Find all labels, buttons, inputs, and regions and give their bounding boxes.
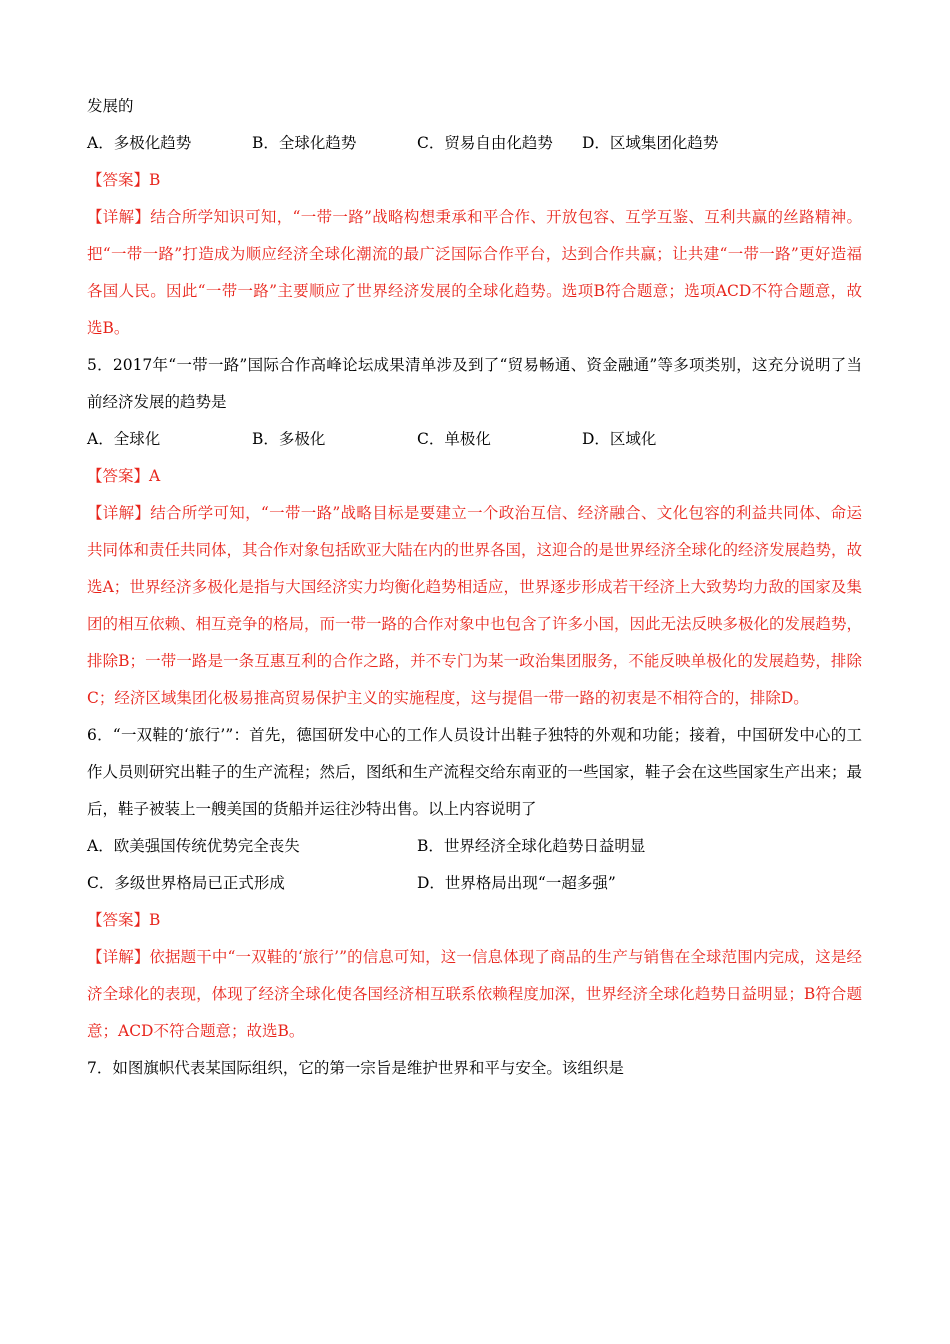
q4-detail — [87, 199, 862, 347]
q4-option-b: B．全球化趋势 — [252, 134, 357, 152]
q6-options-row1 — [87, 828, 862, 865]
q5-option-d: D．区域化 — [582, 430, 657, 448]
q4-detail-text: 结合所学知识可知，“一带一路”战略构想秉承和平合作、开放包容、互学互鉴、互利共赢的丝路精神。把“一带一路”打造成为顺应经济全球化潮流的最广泛国际合作平台，达到合作共赢；让共建“一带一路”更好造福各国人民。因此“一带一路”主要顺应了世界经济发展的全球化趋势。选项B符合题意；选项ACD不符合题意，故选B。 — [87, 208, 862, 337]
q6-option-b: B．世界经济全球化趋势日益明显 — [417, 837, 646, 855]
document-page — [87, 88, 862, 1087]
q4-detail-tag: 【详解】 — [87, 208, 151, 226]
q6-option-d: D．世界格局出现“一超多强” — [417, 874, 616, 892]
q5-detail-text: 结合所学可知，“一带一路”战略目标是要建立一个政治互信、经济融合、文化包容的利益共同体、命运共同体和责任共同体，其合作对象包括欧亚大陆在内的世界各国，这迎合的是世界经济全球化的经济发展趋势，故选A；世界经济多极化是指与大国经济实力均衡化趋势相适应，世界逐步形成若干经济上大致势均力敌的国家及集团的相互依赖、相互竞争的格局，而一带一路的合作对象中也包含了许多小国，因此无法反映多极化的发展趋势，排除B；一带一路是一条互惠互利的合作之路，并不专门为某一政治集团服务，不能反映单极化的发展趋势，排除C；经济区域集团化极易推高贸易保护主义的实施程度，这与提倡一带一路的初衷是不相符合的，排除D。 — [87, 504, 863, 707]
q6-detail — [87, 939, 862, 1050]
q6-options-row2 — [87, 865, 862, 902]
q4-options — [87, 125, 862, 162]
q5-stem: 5．2017年“一带一路”国际合作高峰论坛成果清单涉及到了“贸易畅通、资金融通”等多项类别，这充分说明了当前经济发展的趋势是 — [87, 356, 862, 411]
q5-detail — [87, 495, 862, 717]
q6-detail-text: 依据题干中“一双鞋的‘旅行’”的信息可知，这一信息体现了商品的生产与销售在全球范围内完成，这是经济全球化的表现，体现了经济全球化使各国经济相互联系依赖程度加深，世界经济全球化趋势日益明显；B符合题意；ACD不符合题意；故选B。 — [87, 948, 862, 1040]
q4-stem-continuation: 发展的 — [87, 97, 134, 115]
q4-option-d: D．区域集团化趋势 — [582, 134, 719, 152]
q7-stem: 7．如图旗帜代表某国际组织，它的第一宗旨是维护世界和平与安全。该组织是 — [87, 1059, 624, 1077]
q6-detail-tag: 【详解】 — [87, 948, 150, 966]
q5-answer: 【答案】A — [87, 467, 161, 485]
q5-option-a: A．全球化 — [87, 430, 161, 448]
q6-option-a: A．欧美强国传统优势完全丧失 — [87, 837, 300, 855]
q5-option-b: B．多极化 — [252, 430, 326, 448]
q4-answer: 【答案】B — [87, 171, 161, 189]
q5-option-c: C．单极化 — [417, 430, 491, 448]
q4-option-c: C．贸易自由化趋势 — [417, 134, 553, 152]
q6-stem: 6．“一双鞋的‘旅行’”：首先，德国研发中心的工作人员设计出鞋子独特的外观和功能；接着，中国研发中心的工作人员则研究出鞋子的生产流程；然后，图纸和生产流程交给东南亚的一些国家，鞋子会在这些国家生产出来；最后，鞋子被装上一艘美国的货船并运往沙特出售。以上内容说明了 — [87, 726, 863, 818]
q6-option-c: C．多级世界格局已正式形成 — [87, 874, 285, 892]
q6-answer: 【答案】B — [87, 911, 161, 929]
q5-options — [87, 421, 862, 458]
q4-option-a: A．多极化趋势 — [87, 134, 192, 152]
q5-detail-tag: 【详解】 — [87, 504, 151, 522]
